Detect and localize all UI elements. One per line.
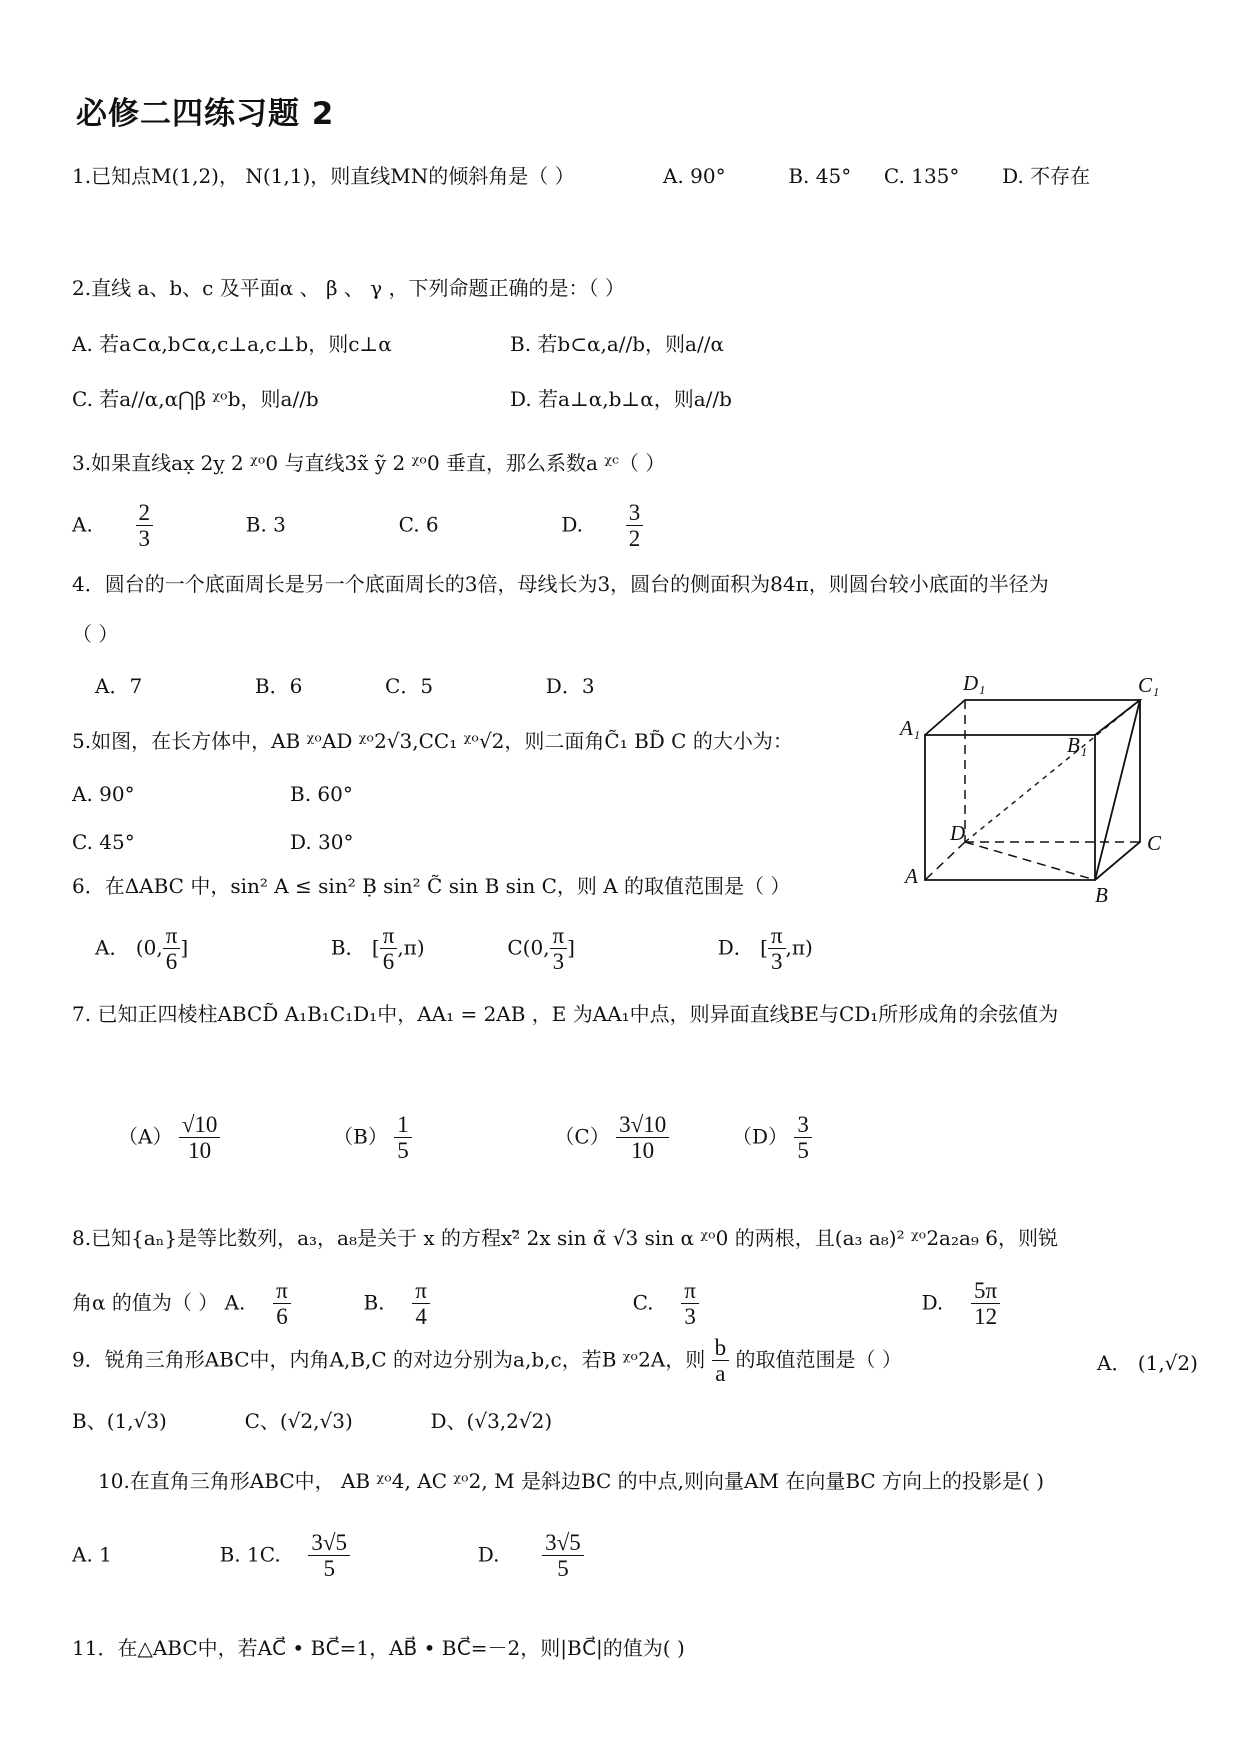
option-a: A．7	[95, 674, 143, 698]
diagonal-c1b	[1095, 700, 1140, 880]
label-c1: C₁	[1138, 673, 1160, 697]
fraction-denominator: 3	[684, 1304, 696, 1330]
fraction-numerator: π	[768, 923, 786, 949]
option-a-suffix: ]	[180, 935, 189, 960]
option-b-fraction	[394, 1112, 412, 1164]
option-b-fraction	[412, 1278, 430, 1330]
hidden-diagonal-dc1	[965, 700, 1140, 842]
option-b: B．6	[254, 674, 303, 698]
option-d-label: D.	[561, 512, 584, 537]
option-d-prefix: D． [	[717, 935, 768, 960]
fraction-numerator: π	[681, 1278, 699, 1304]
option-d: D、(√3,2√2)	[430, 1409, 553, 1433]
fraction-denominator: 6	[276, 1304, 288, 1330]
fraction-numerator: π	[550, 923, 568, 949]
cuboid-figure	[895, 670, 1185, 910]
fraction-numerator: 1	[394, 1112, 412, 1138]
fraction-numerator: π	[273, 1278, 291, 1304]
question-5-option-c: C. 45°	[72, 830, 135, 854]
option-a-label: A.	[224, 1290, 246, 1315]
question-4-options	[95, 670, 595, 699]
question-9	[72, 1335, 902, 1387]
label-c: C	[1147, 831, 1162, 855]
option-b: B. 45°	[788, 164, 852, 188]
option-c-fraction	[308, 1530, 350, 1582]
option-a-fraction	[163, 923, 181, 975]
fraction-denominator: 6	[165, 949, 178, 975]
fraction-numerator: 3√10	[616, 1112, 669, 1138]
option-a-fraction	[179, 1112, 221, 1164]
option-d-fraction	[542, 1530, 584, 1582]
question-2-option-a: A. 若a⊂α,b⊂α,c⊥a,c⊥b，则c⊥α	[72, 332, 392, 356]
fraction-denominator: 4	[415, 1304, 427, 1330]
question-9-stem: 9．锐角三角形ABC中，内角A,B,C 的对边分别为a,b,c，若B ᵡᵒ2A，则	[72, 1347, 706, 1372]
fraction-denominator: a	[715, 1361, 726, 1387]
option-d-fraction	[794, 1112, 812, 1164]
fraction-denominator: 10	[188, 1138, 212, 1164]
option-a-fraction	[273, 1278, 291, 1330]
option-d-label: （D）	[731, 1124, 788, 1149]
option-c-fraction	[550, 923, 568, 975]
fraction-numerator: 3√5	[308, 1530, 350, 1556]
option-c-prefix: C(0,	[507, 935, 550, 960]
option-c: C. 135°	[883, 164, 960, 188]
top-face-edges	[925, 700, 1140, 735]
option-c-fraction	[616, 1112, 669, 1164]
option-d-fraction	[626, 500, 644, 552]
option-c-label: （C）	[554, 1124, 610, 1149]
question-2-option-b: B. 若b⊂α,a//b，则a//α	[510, 332, 724, 356]
label-b: B	[1095, 883, 1108, 907]
fraction-numerator: π	[380, 923, 398, 949]
question-3-options	[72, 500, 643, 552]
fraction-denominator: 5	[797, 1138, 809, 1164]
page-title: 必修二四练习题 2	[76, 96, 335, 132]
option-b: B. 3	[245, 512, 286, 537]
fraction-denominator: 3	[552, 949, 565, 975]
option-c: C．5	[385, 674, 434, 698]
question-8-stem-cont: 角α 的值为（ ）	[72, 1290, 219, 1315]
label-a: A	[905, 864, 918, 888]
question-3-stem: 3.如果直线ax̣ 2ỵ 2 ᵡᵒ0 与直线3x̃ ỹ 2 ᵡᵒ0 垂直，那么系数a ᵡᶜ（ ）	[72, 451, 666, 475]
fraction-denominator: 5	[323, 1556, 335, 1582]
fraction-numerator: 3	[794, 1112, 812, 1138]
question-10-options	[72, 1530, 584, 1582]
question-11-stem: 11．在△ABC中，若AC⃗ • BC⃗=1，AB⃗ • BC⃗=－2，则|BC⃗|的值为( )	[72, 1636, 685, 1660]
fraction-numerator: 3√5	[542, 1530, 584, 1556]
question-7-options	[118, 1112, 812, 1164]
question-10-stem: 10.在直角三角形ABC中， AB ᵡᵒ4, AC ᵡᵒ2, M 是斜边BC 的中点,则向量AM 在向量BC 方向上的投影是( )	[98, 1469, 1045, 1493]
label-d: D	[950, 821, 966, 845]
question-9-stem-cont: 的取值范围是（ ）	[735, 1347, 902, 1372]
question-9-option-a: A． (1,√2)	[1097, 1351, 1198, 1375]
option-d-suffix: ,π)	[785, 935, 813, 960]
option-b-label: B.	[363, 1290, 385, 1315]
question-4-stem: 4．圆台的一个底面周长是另一个底面周长的3倍，母线长为3，圆台的侧面积为84π，则圆台较小底面的半径为	[72, 572, 1049, 596]
fraction-denominator: 5	[557, 1556, 569, 1582]
fraction-denominator: 3	[770, 949, 783, 975]
fraction-numerator: 5π	[971, 1278, 1000, 1304]
fraction-numerator: b	[712, 1335, 730, 1361]
option-d-fraction	[768, 923, 786, 975]
question-1	[72, 160, 575, 189]
label-b1: B₁	[1067, 733, 1088, 757]
question-8-stem: 8.已知{aₙ}是等比数列，a₃，a₈是关于 x 的方程x²̃ 2x sin α̃ √3 sin α ᵡᵒ0 的两根，且(a₃ a₈)² ᵡᵒ2a₂a₉ 6，则锐	[72, 1226, 1059, 1250]
option-a-fraction	[136, 500, 154, 552]
option-d: D. 不存在	[1002, 164, 1091, 188]
label-a1: A₁	[900, 716, 921, 740]
option-b-c: B. 1C.	[219, 1542, 281, 1567]
question-7-stem: 7. 已知正四棱柱ABCD̃ A₁B₁C₁D₁中，AA₁ = 2AB ，E 为AA₁中点，则异面直线BE与CD₁所形成角的余弦值为	[72, 1002, 1059, 1026]
question-9-fraction	[712, 1335, 730, 1387]
fraction-numerator: 3	[626, 500, 644, 526]
option-d-label: D.	[921, 1290, 944, 1315]
option-d-label: D.	[477, 1542, 500, 1567]
option-a: A. 90°	[663, 164, 726, 188]
fraction-numerator: √10	[179, 1112, 221, 1138]
fraction-denominator: 3	[138, 526, 151, 552]
question-1-options	[663, 160, 1090, 189]
option-b-prefix: B． [	[330, 935, 380, 960]
option-a: A. 1	[72, 1542, 112, 1567]
question-4-stem-cont: （ ）	[72, 622, 119, 646]
fraction-numerator: 2	[136, 500, 154, 526]
fraction-numerator: π	[163, 923, 181, 949]
option-b-suffix: ,π)	[397, 935, 425, 960]
option-b: B、(1,√3)	[72, 1409, 167, 1433]
option-d-fraction	[971, 1278, 1000, 1330]
question-2-option-d: D. 若a⊥α,b⊥α，则a//b	[510, 387, 732, 411]
question-9-options	[72, 1405, 552, 1434]
option-c: C. 6	[398, 512, 439, 537]
question-6-stem: 6．在ΔABC 中，sin² A ≤ sin² Ḅ sin² C̃ sin B sin C，则 A 的取值范围是（ ）	[72, 874, 791, 898]
fraction-denominator: 5	[397, 1138, 409, 1164]
question-5-stem: 5.如图，在长方体中，AB ᵡᵒAD ᵡᵒ2√3,CC₁ ᵡᵒ√2，则二面角C̃₁ BD̃ C 的大小为：	[72, 729, 793, 753]
option-a-label: A.	[72, 512, 93, 537]
question-2-option-c: C. 若a//α,α⋂β ᵡᵒb，则a//b	[72, 387, 319, 411]
question-5-option-b: B. 60°	[290, 782, 353, 806]
question-1-stem: 1.已知点M(1,2)， N(1,1)，则直线MN的倾斜角是（ ）	[72, 164, 575, 188]
question-8-options	[72, 1278, 1000, 1330]
hidden-diagonal-db	[965, 842, 1095, 880]
question-5-option-d: D. 30°	[290, 830, 354, 854]
question-2-stem: 2.直线 a、b、c 及平面α 、 β 、 γ ，下列命题正确的是：（ ）	[72, 276, 625, 300]
fraction-denominator: 2	[628, 526, 641, 552]
option-c: C、(√2,√3)	[244, 1409, 353, 1433]
option-c-suffix: ]	[567, 935, 575, 960]
label-d1: D₁	[963, 671, 986, 695]
fraction-denominator: 10	[631, 1138, 655, 1164]
option-a-label: （A）	[118, 1124, 173, 1149]
option-a-prefix: A． (0,	[95, 935, 163, 960]
option-c-label: C.	[632, 1290, 654, 1315]
fraction-denominator: 12	[974, 1304, 998, 1330]
option-c-fraction	[681, 1278, 699, 1330]
fraction-numerator: π	[412, 1278, 430, 1304]
option-d: D．3	[545, 674, 595, 698]
option-b-label: （B）	[333, 1124, 388, 1149]
question-5-option-a: A. 90°	[72, 782, 135, 806]
question-6-options	[95, 923, 813, 975]
hidden-edge-da	[925, 842, 965, 880]
option-b-fraction	[380, 923, 398, 975]
fraction-denominator: 6	[382, 949, 395, 975]
